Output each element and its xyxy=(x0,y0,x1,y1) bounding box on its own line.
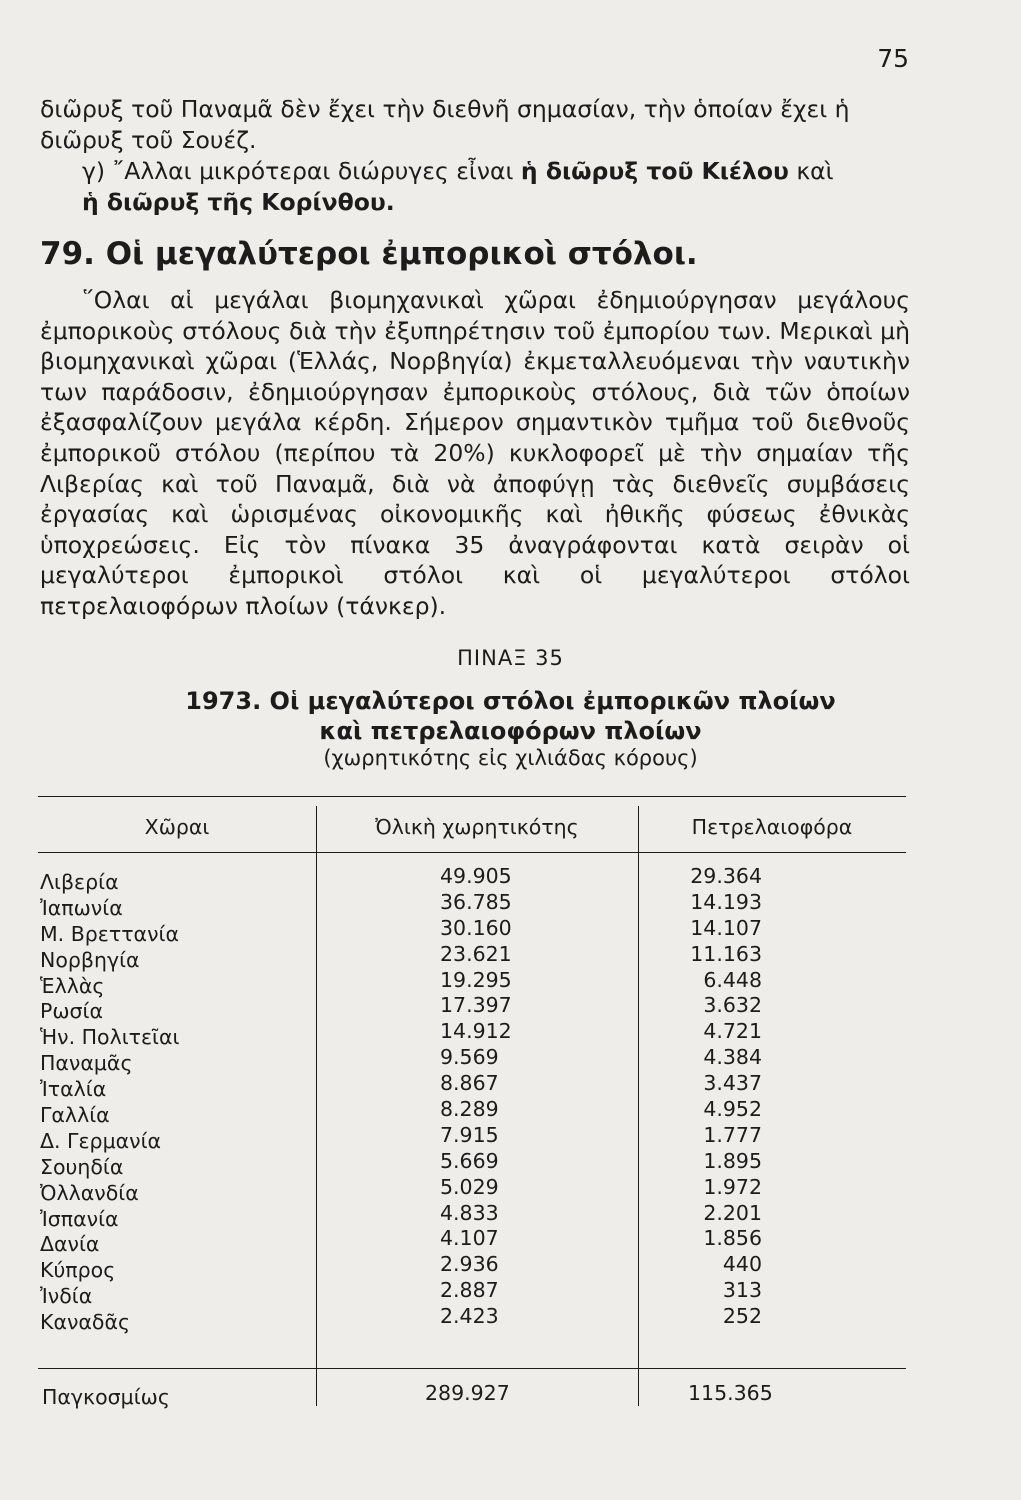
table-body xyxy=(38,864,906,1335)
tankers-cell: 4.952 xyxy=(703,1097,762,1122)
tankers-cell: 3.632 xyxy=(703,993,762,1018)
tankers-cell: 2.201 xyxy=(703,1200,762,1225)
table-top-rule xyxy=(38,796,906,797)
table-header-rule xyxy=(38,852,906,853)
intro-line-1: διῶρυξ τοῦ Παναμᾶ δὲν ἔχει τὴν διεθνῆ σημασίαν, τὴν ὁποίαν ἔχει ἡ xyxy=(40,95,850,123)
total-cell: 8.289 xyxy=(440,1097,499,1122)
kiel-canal: ἡ διῶρυξ τοῦ Κιέλου xyxy=(520,157,789,185)
table-row xyxy=(38,1304,906,1335)
table-label: ΠΙΝΑΞ 35 xyxy=(457,646,564,670)
country-cell: Ρωσία xyxy=(40,999,103,1024)
country-cell: Νορβηγία xyxy=(40,947,140,972)
tankers-cell: 14.107 xyxy=(690,915,762,940)
total-cell: 2.936 xyxy=(440,1252,499,1277)
total-cell: 17.397 xyxy=(440,993,512,1018)
tankers-cell: 1.777 xyxy=(703,1122,762,1147)
table-row xyxy=(38,941,906,972)
table-row xyxy=(38,1097,906,1128)
canals-text: γ) ῎Αλλαι μικρότεραι διώρυγες εἶναι xyxy=(82,157,521,185)
tankers-cell: 6.448 xyxy=(703,967,762,992)
total-cell: 2.887 xyxy=(440,1278,499,1303)
total-cell: 14.912 xyxy=(440,1019,512,1044)
world-label: Παγκοσμίως xyxy=(42,1385,170,1409)
tankers-cell: 313 xyxy=(722,1278,762,1303)
tankers-cell: 4.721 xyxy=(703,1019,762,1044)
intro-text xyxy=(40,94,910,218)
country-cell: Δανία xyxy=(40,1232,100,1257)
country-cell: Ἡν. Πολιτεῖαι xyxy=(40,1025,180,1050)
canals-paragraph xyxy=(40,156,910,218)
table-title xyxy=(0,686,1021,746)
total-cell: 49.905 xyxy=(440,864,512,888)
page-number: 75 xyxy=(877,44,909,73)
tankers-cell: 1.856 xyxy=(703,1226,762,1251)
table-title-line-2: καὶ πετρελαιοφόρων πλοίων xyxy=(319,717,702,745)
table-row xyxy=(38,1045,906,1076)
table-row xyxy=(38,1252,906,1283)
table-row xyxy=(38,1122,906,1153)
total-cell: 9.569 xyxy=(440,1045,499,1070)
table-row xyxy=(38,1278,906,1309)
total-cell: 36.785 xyxy=(440,889,512,914)
table-row xyxy=(38,993,906,1024)
country-cell: Σουηδία xyxy=(40,1154,124,1179)
country-cell: Μ. Βρεττανία xyxy=(40,921,179,946)
tankers-cell: 1.972 xyxy=(703,1174,762,1199)
canals-conjunction: καὶ xyxy=(788,157,834,185)
table-row xyxy=(38,1148,906,1179)
country-cell: Ἰταλία xyxy=(40,1077,107,1102)
country-cell: Ἰαπωνία xyxy=(40,895,123,920)
country-cell: Κύπρος xyxy=(40,1258,116,1283)
tankers-cell: 11.163 xyxy=(690,941,762,966)
table-row xyxy=(38,967,906,998)
header-country: Χῶραι xyxy=(144,815,210,839)
table-row xyxy=(38,864,906,894)
total-cell: 30.160 xyxy=(440,915,512,940)
country-cell: Γαλλία xyxy=(40,1103,110,1128)
country-cell: Καναδᾶς xyxy=(40,1310,131,1335)
header-tankers: Πετρελαιοφόρα xyxy=(691,815,853,839)
section-paragraph: ῞Ολαι αἱ μεγάλαι βιομηχανικαὶ χῶραι ἐδημιούργησαν μεγάλους ἐμπορικοὺς στόλους διὰ τὴν ἐξυπηρέτησιν τοῦ ἐμπορίου των. Μερικαὶ μὴ βιομηχανικαὶ χῶραι (Ἑλλάς, Νορβηγία) ἐκμεταλλευόμεναι τὴν ναυτικὴν των παράδοσιν, ἐδημιούργησαν ἐμπορικοὺς στόλους, διὰ τῶν ὁποίων ἐξασφαλίζουν μεγάλα κέρδη. Σήμερον σημαντικὸν τμῆμα τοῦ διεθνοῦς ἐμπορικοῦ στόλου (περίπου τὰ 20%) κυκλοφορεῖ μὲ τὴν σημαίαν τῆς Λιβερίας καὶ τοῦ Παναμᾶ, διὰ νὰ ἀποφύγῃ τὰς διεθνεῖς συμβάσεις ἐργασίας καὶ ὡρισμένας οἰκονομικῆς καὶ ἠθικῆς φύσεως ἐθνικὰς ὑποχρεώσεις. Εἰς τὸν πίνακα 35 ἀναγράφονται κατὰ σειρὰν οἱ μεγαλύτεροι ἐμπορικοὶ στόλοι καὶ οἱ μεγαλύτεροι στόλοι πετρελαιοφόρων πλοίων (τάνκερ). xyxy=(40,286,910,620)
total-cell: 5.029 xyxy=(440,1174,499,1199)
table-row xyxy=(38,1174,906,1205)
table-total-rule xyxy=(38,1368,906,1369)
corinth-canal: ἡ διῶρυξ τῆς Κορίνθου. xyxy=(82,188,395,216)
total-cell: 5.669 xyxy=(440,1148,499,1173)
table-subtitle: (χωρητικότης εἰς χιλιάδας κόρους) xyxy=(323,746,698,770)
tankers-cell: 3.437 xyxy=(703,1071,762,1096)
total-cell: 8.867 xyxy=(440,1071,499,1096)
world-tankers: 115.365 xyxy=(688,1381,773,1405)
country-cell: Λιβερία xyxy=(40,870,119,894)
fleet-table xyxy=(38,796,906,1416)
section-heading: 79. Οἱ μεγαλύτεροι ἐμπορικοὶ στόλοι. xyxy=(40,236,698,272)
tankers-cell: 29.364 xyxy=(690,864,762,888)
total-cell: 4.833 xyxy=(440,1200,499,1225)
total-cell: 2.423 xyxy=(440,1304,499,1329)
total-cell: 19.295 xyxy=(440,967,512,992)
total-cell: 4.107 xyxy=(440,1226,499,1251)
world-total: 289.927 xyxy=(425,1381,510,1405)
world-total-row xyxy=(38,1381,906,1411)
country-cell: Ὀλλανδία xyxy=(40,1180,139,1205)
tankers-cell: 4.384 xyxy=(703,1045,762,1070)
tankers-cell: 440 xyxy=(722,1252,762,1277)
country-cell: Δ. Γερμανία xyxy=(40,1128,162,1153)
table-row xyxy=(38,1200,906,1231)
tankers-cell: 252 xyxy=(722,1304,762,1329)
country-cell: Ἰνδία xyxy=(40,1284,93,1309)
tankers-cell: 14.193 xyxy=(690,889,762,914)
table-row xyxy=(38,1019,906,1050)
table-row xyxy=(38,1226,906,1257)
table-row xyxy=(38,915,906,946)
intro-line-2: διῶρυξ τοῦ Σουέζ. xyxy=(40,126,257,154)
table-row xyxy=(38,1071,906,1102)
header-total: Ὀλικὴ χωρητικότης xyxy=(375,815,579,839)
country-cell: Παναμᾶς xyxy=(40,1051,133,1076)
country-cell: Ἑλλὰς xyxy=(40,973,105,998)
total-cell: 7.915 xyxy=(440,1122,499,1147)
country-cell: Ἰσπανία xyxy=(40,1206,119,1231)
total-cell: 23.621 xyxy=(440,941,512,966)
tankers-cell: 1.895 xyxy=(703,1148,762,1173)
table-row xyxy=(38,889,906,920)
table-title-line-1: 1973. Οἱ μεγαλύτεροι στόλοι ἐμπορικῶν πλοίων xyxy=(185,687,836,715)
